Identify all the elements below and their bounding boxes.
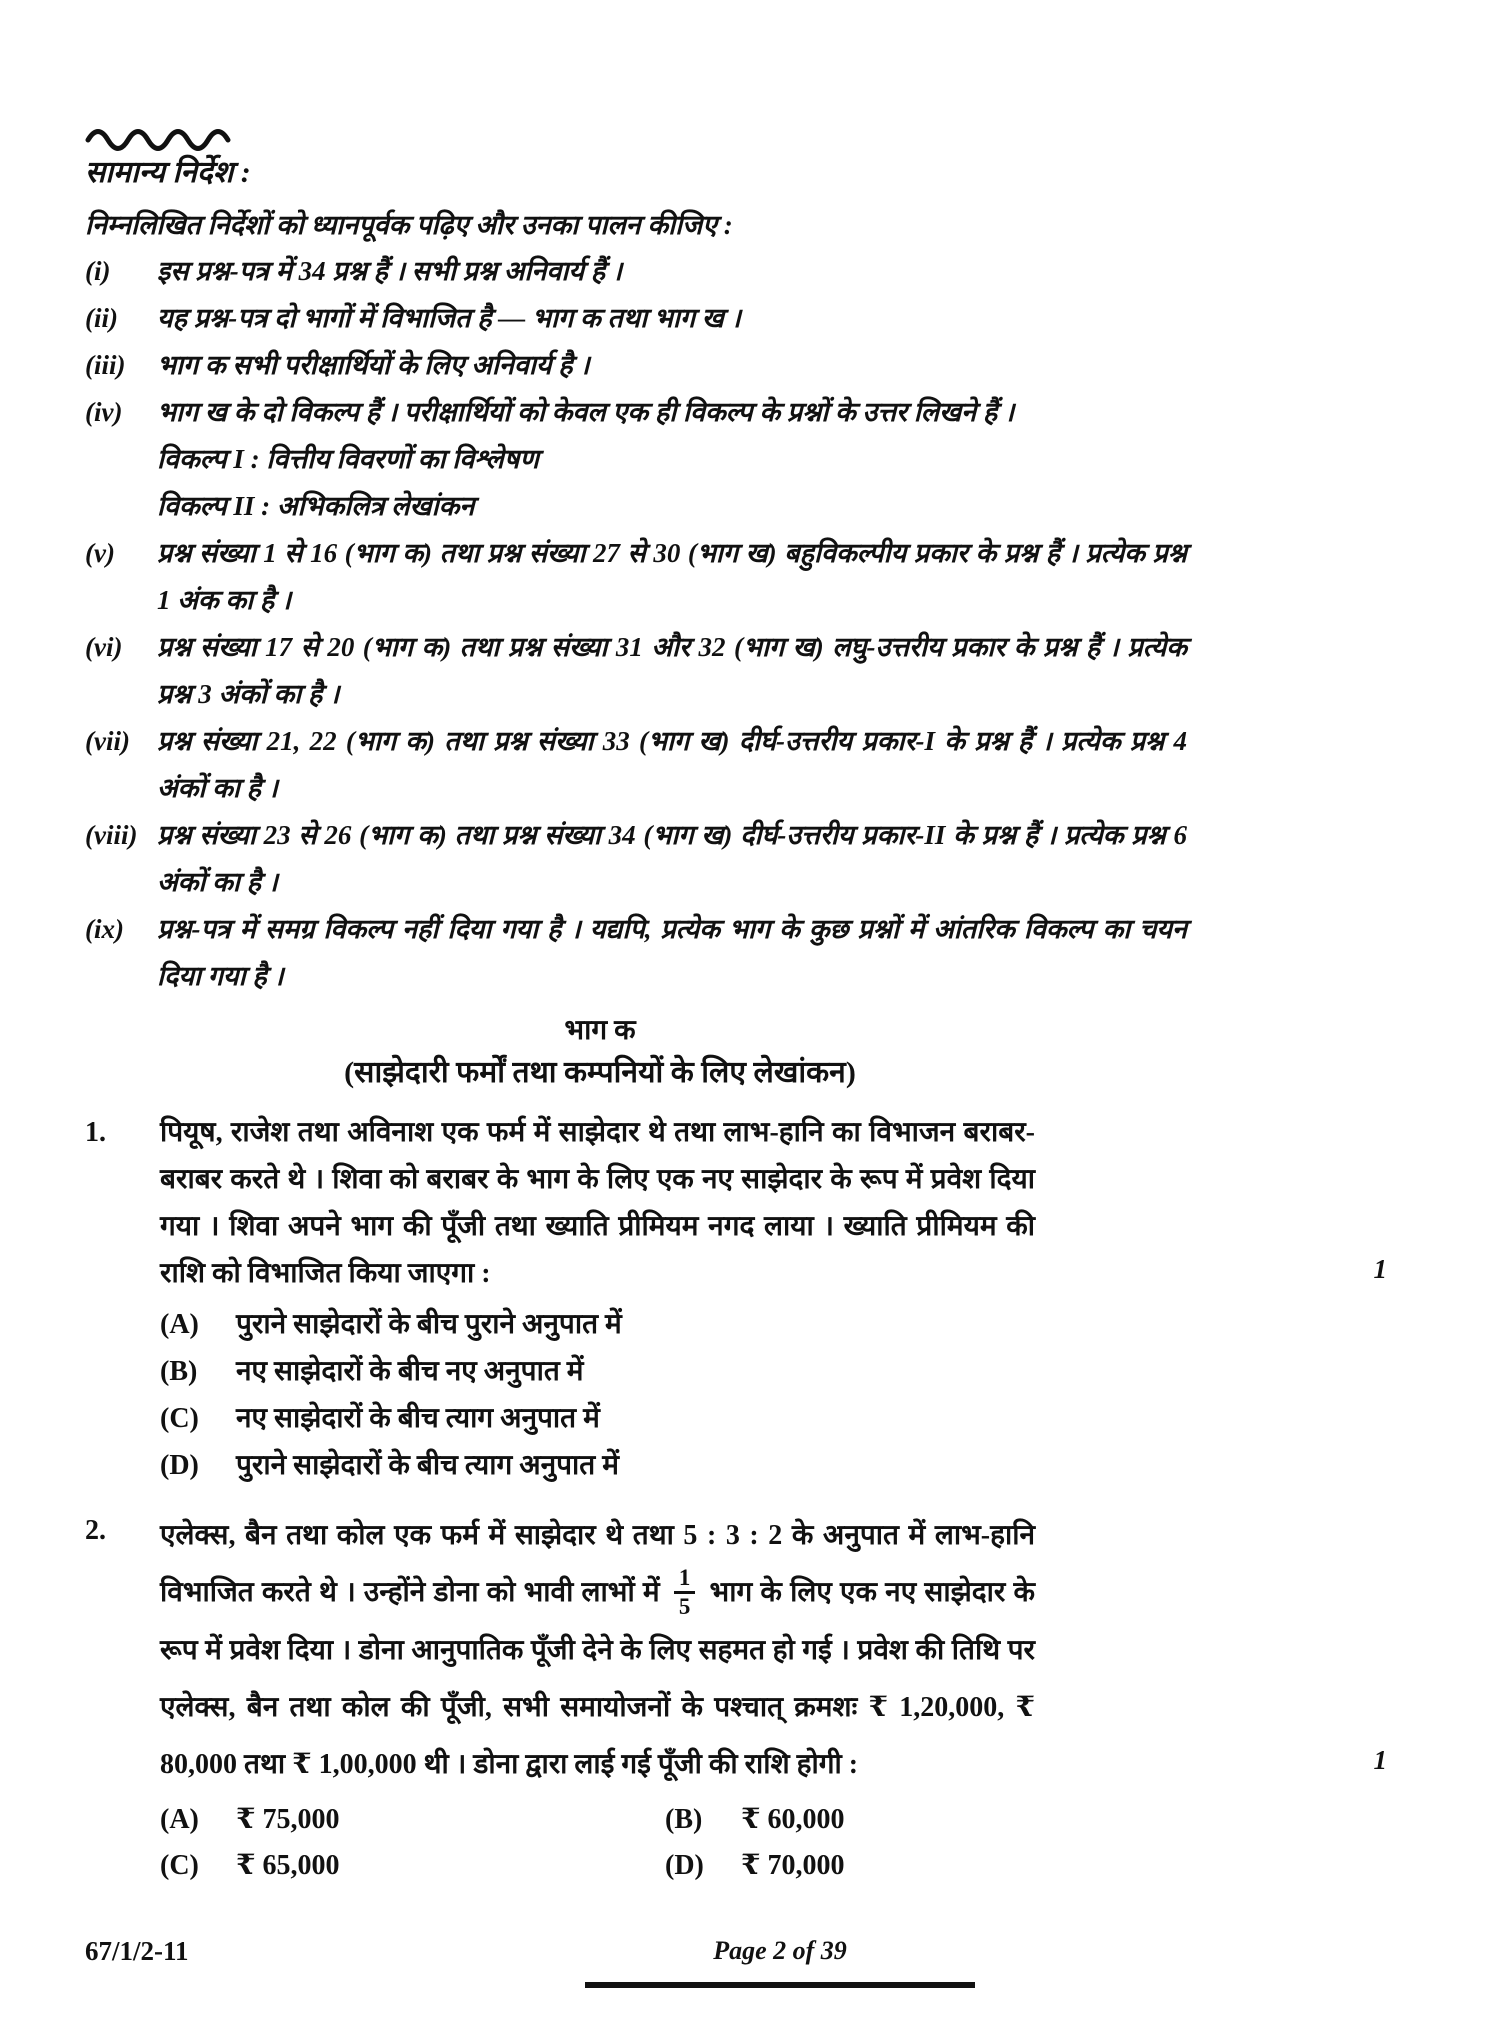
option-text: पुराने साझेदारों के बीच त्याग अनुपात में [236, 1450, 620, 1481]
option-text: ₹ 65,000 [236, 1850, 340, 1882]
instruction-text: प्रश्न संख्या 17 से 20 (भाग क) तथा प्रश्न संख्या 31 और 32 (भाग ख) लघु-उत्तरीय प्रकार के प्रश्न हैं । प्रत्येक प्रश्न 3 अंकों का है । [157, 632, 1187, 709]
page-content [85, 150, 1410, 1889]
option-text: ₹ 70,000 [741, 1850, 845, 1882]
option-label: (A) [160, 1804, 199, 1836]
question-2 [85, 1507, 1410, 1889]
option-c [160, 1843, 665, 1889]
options-grid [160, 1797, 1170, 1889]
instruction-text: प्रश्न संख्या 23 से 26 (भाग क) तथा प्रश्न संख्या 34 (भाग ख) दीर्घ-उत्तरीय प्रकार-II के प्रश्न हैं । प्रत्येक प्रश्न 6 अंकों का है । [157, 820, 1187, 897]
page-footer [0, 1936, 1505, 2006]
page-number-label: Page 2 of 39 [713, 1936, 847, 1965]
fraction-one-fifth [674, 1565, 695, 1621]
question-1 [85, 1109, 1410, 1489]
option-d [665, 1843, 1170, 1889]
option-label: (D) [160, 1450, 199, 1481]
question-body [160, 1109, 1387, 1489]
marks-badge: 1 [1373, 1254, 1387, 1284]
question-text: पियूष, राजेश तथा अविनाश एक फर्म में साझेदार थे तथा लाभ-हानि का विभाजन बराबर-बराबर करते थे । शिवा को बराबर के भाग के लिए एक नए साझेदार के रूप में प्रवेश दिया गया । शिवा अपने भाग की पूँजी तथा ख्याति प्रीमियम नगद लाया । ख्याति प्रीमियम की राशि को विभाजित किया जाएगा : [160, 1117, 1035, 1289]
instructions-intro: निम्नलिखित निर्देशों को ध्यानपूर्वक पढ़िए और उनका पालन कीजिए : [85, 210, 733, 240]
option-text: नए साझेदारों के बीच नए अनुपात में [236, 1356, 584, 1387]
instruction-text: भाग ख के दो विकल्प हैं । परीक्षार्थियों को केवल एक ही विकल्प के प्रश्नों के उत्तर लिखने हैं । [157, 397, 1015, 427]
instructions-list [85, 248, 1410, 1000]
section-subtitle: (साझेदारी फर्मों तथा कम्पनियों के लिए लेखांकन) [344, 1056, 856, 1089]
instruction-item [85, 812, 1410, 906]
instruction-text: प्रश्न संख्या 1 से 16 (भाग क) तथा प्रश्न संख्या 27 से 30 (भाग ख) बहुविकल्पीय प्रकार के प्रश्न हैं । प्रत्येक प्रश्न 1 अंक का है । [157, 538, 1187, 615]
instruction-label: (ix) [85, 914, 124, 944]
instruction-item [85, 389, 1410, 436]
footer-center [585, 1936, 975, 1988]
instruction-option-2: विकल्प II : अभिकलित्र लेखांकन [157, 491, 475, 521]
instruction-item [85, 624, 1410, 718]
instruction-label: (v) [85, 538, 115, 568]
marks-badge: 1 [1373, 1745, 1387, 1776]
option-b [665, 1797, 1170, 1843]
instruction-item [85, 295, 1410, 342]
instruction-item [85, 718, 1410, 812]
instruction-label: (vi) [85, 632, 123, 662]
question-text-before-fraction: एलेक्स, बैन तथा कोल एक फर्म में साझेदार थे तथा 5 : 3 : 2 के अनुपात में लाभ-हानि विभाजित करते थे । उन्होंने डोना को भावी लाभों में [160, 1520, 1035, 1608]
question-number: 1. [85, 1117, 106, 1148]
question-number: 2. [85, 1515, 106, 1546]
option-a [160, 1301, 1035, 1348]
option-text: नए साझेदारों के बीच त्याग अनुपात में [236, 1403, 600, 1434]
option-label: (B) [665, 1804, 703, 1836]
option-label: (D) [665, 1850, 704, 1882]
instruction-label: (ii) [85, 303, 118, 333]
paper-code: 67/1/2-11 [85, 1936, 189, 1966]
option-label: (C) [160, 1850, 199, 1882]
section-title: भाग क [564, 1015, 636, 1046]
option-a [160, 1797, 665, 1843]
option-d [160, 1442, 1035, 1489]
instruction-item [85, 906, 1410, 1000]
option-text: ₹ 75,000 [236, 1804, 340, 1836]
footer-divider [585, 1982, 975, 1988]
instruction-label: (i) [85, 256, 111, 286]
option-c [160, 1395, 1035, 1442]
instruction-text: प्रश्न-पत्र में समग्र विकल्प नहीं दिया गया है । यद्यपि, प्रत्येक भाग के कुछ प्रश्नों में आंतरिक विकल्प का चयन दिया गया है । [157, 914, 1187, 991]
option-label: (B) [160, 1356, 198, 1387]
option-text: पुराने साझेदारों के बीच पुराने अनुपात में [236, 1309, 622, 1340]
option-text: ₹ 60,000 [741, 1804, 845, 1836]
instruction-text: इस प्रश्न-पत्र में 34 प्रश्न हैं । सभी प्रश्न अनिवार्य हैं । [157, 256, 623, 286]
instruction-label: (iv) [85, 397, 123, 427]
instruction-option-1: विकल्प I : वित्तीय विवरणों का विश्लेषण [157, 444, 539, 474]
question-body [160, 1507, 1387, 1889]
options-list [160, 1301, 1035, 1489]
instruction-item [85, 342, 1410, 389]
instruction-label: (viii) [85, 820, 138, 850]
question-stem [160, 1507, 1387, 1793]
fraction-denominator: 5 [678, 1594, 691, 1620]
option-label: (C) [160, 1403, 199, 1434]
instruction-text: भाग क सभी परीक्षार्थियों के लिए अनिवार्य है । [157, 350, 590, 380]
question-text-after-fraction: भाग के लिए एक नए साझेदार के रूप में प्रवेश दिया । डोना आनुपातिक पूँजी देने के लिए सहमत हो गई । प्रवेश की तिथि पर एलेक्स, बैन तथा कोल की पूँजी, सभी समायोजनों के पश्चात् क्रमशः ₹ 1,20,000, ₹ 80,000 तथा ₹ 1,00,000 थी । डोना द्वारा लाई गई पूँजी की राशि होगी : [160, 1577, 1036, 1781]
instruction-label: (vii) [85, 726, 130, 756]
fraction-numerator: 1 [674, 1565, 695, 1594]
instruction-item [85, 248, 1410, 295]
instruction-item [85, 530, 1410, 624]
instruction-label: (iii) [85, 350, 126, 380]
instruction-text: प्रश्न संख्या 21, 22 (भाग क) तथा प्रश्न संख्या 33 (भाग ख) दीर्घ-उत्तरीय प्रकार-I के प्रश्न हैं । प्रत्येक प्रश्न 4 अंकों का है । [157, 726, 1187, 803]
instruction-text: यह प्रश्न-पत्र दो भागों में विभाजित है — भाग क तथा भाग ख । [157, 303, 741, 333]
option-label: (A) [160, 1309, 199, 1340]
question-stem [160, 1109, 1387, 1297]
general-instructions-heading: सामान्य निर्देश : [85, 156, 251, 189]
option-b [160, 1348, 1035, 1395]
